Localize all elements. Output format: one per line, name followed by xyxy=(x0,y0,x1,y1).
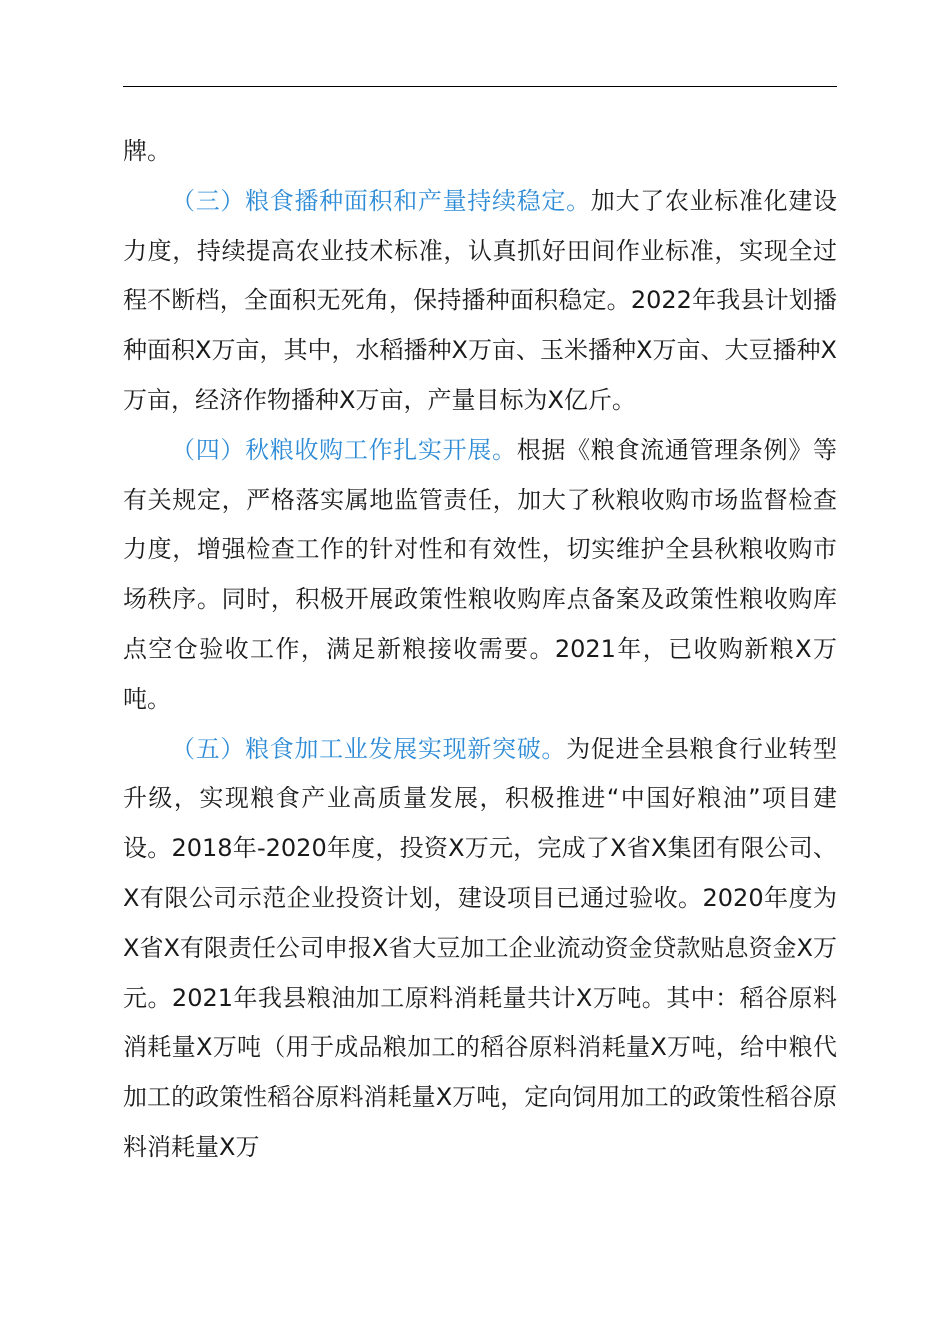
paragraph-purchase xyxy=(123,426,837,725)
paragraph-body-purchase: 根据《粮食流通管理条例》等有关规定，严格落实属地监管责任，加大了秋粮收购市场监督检查力度，增强检查工作的针对性和有效性，切实维护全县秋粮收购市场秩序。同时，积极开展政策性粮收购库点备案及政策性粮收购库点空仓验收工作，满足新粮接收需要。2021年，已收购新粮X万吨。 xyxy=(123,435,838,713)
paragraph-heading-planting: （三）粮食播种面积和产量持续稳定。 xyxy=(171,186,591,215)
paragraph-heading-purchase: （四）秋粮收购工作扎实开展。 xyxy=(171,435,517,464)
top-fragment: 牌。 xyxy=(123,137,171,165)
paragraph-body-processing: 为促进全县粮食行业转型升级，实现粮食产业高质量发展，积极推进“中国好粮油”项目建设。2018年-2020年度，投资X万元，完成了X省X集团有限公司、X有限公司示范企业投资计划，建设项目已通过验收。2020年度为X省X有限责任公司申报X省大豆加工企业流动资金贷款贴息资金X万元。2021年我县粮油加工原料消耗量共计X万吨。其中：稻谷原料消耗量X万吨（用于成品粮加工的稻谷原料消耗量X万吨，给中粮代加工的政策性稻谷原料消耗量X万吨，定向饲用加工的政策性稻谷原料消耗量X万 xyxy=(123,734,838,1161)
paragraph-heading-processing: （五）粮食加工业发展实现新突破。 xyxy=(171,734,567,763)
paragraph-planting xyxy=(123,177,837,426)
header-rule xyxy=(123,86,837,87)
paragraph-processing xyxy=(123,725,837,1173)
paragraph-body-planting: 加大了农业标准化建设力度，持续提高农业技术标准，认真抓好田间作业标准，实现全过程不断档，全面积无死角，保持播种面积稳定。2022年我县计划播种面积X万亩，其中，水稻播种X万亩、玉米播种X万亩、大豆播种X万亩，经济作物播种X万亩，产量目标为X亿斤。 xyxy=(123,186,838,414)
document-body xyxy=(123,127,837,1173)
